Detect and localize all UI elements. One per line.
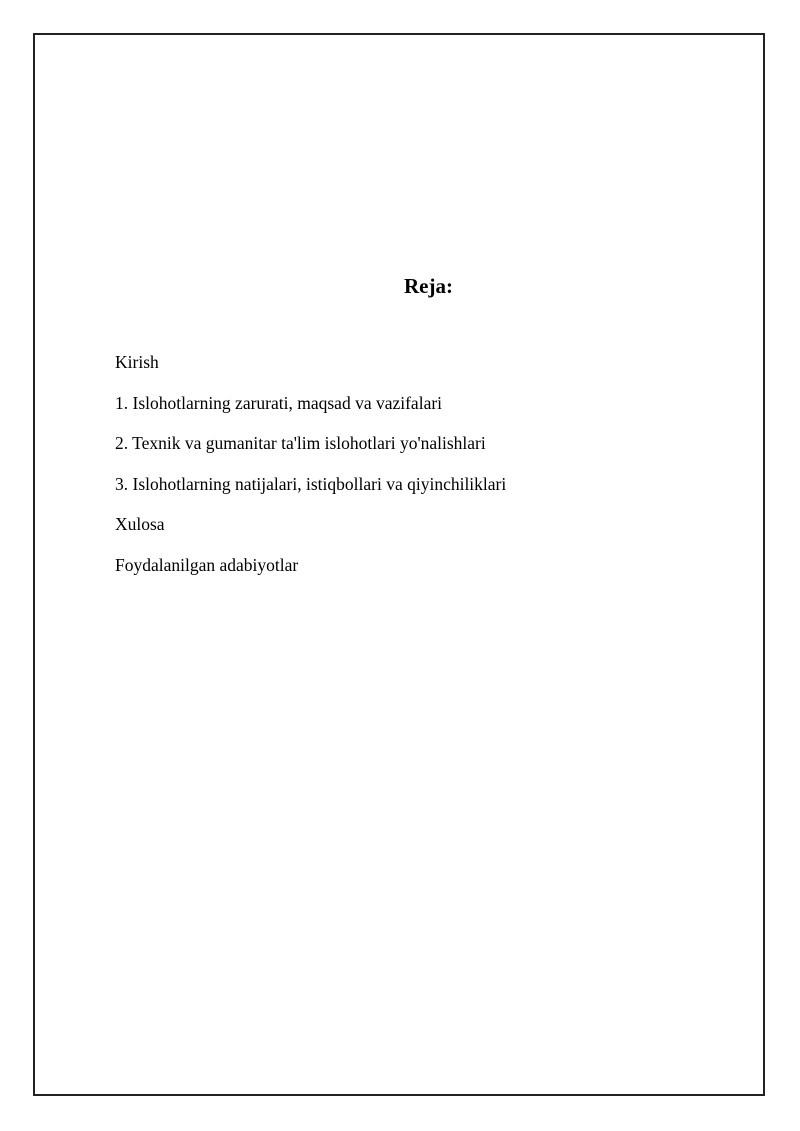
outline-item-1: 1. Islohotlarning zarurati, maqsad va vazifalari <box>115 392 443 413</box>
page-title: Reja: <box>404 274 453 298</box>
plan-outline <box>115 350 506 593</box>
outline-item-2: 2. Texnik va gumanitar ta'lim islohotlari yo'nalishlari <box>115 433 486 453</box>
outline-item-introduction: Kirish <box>115 352 159 372</box>
outline-item-conclusion: Xulosa <box>115 514 165 534</box>
outline-item-3: 3. Islohotlarning natijalari, istiqbollari va qiyinchiliklari <box>115 473 507 494</box>
outline-item-references: Foydalanilgan adabiyotlar <box>115 554 299 575</box>
